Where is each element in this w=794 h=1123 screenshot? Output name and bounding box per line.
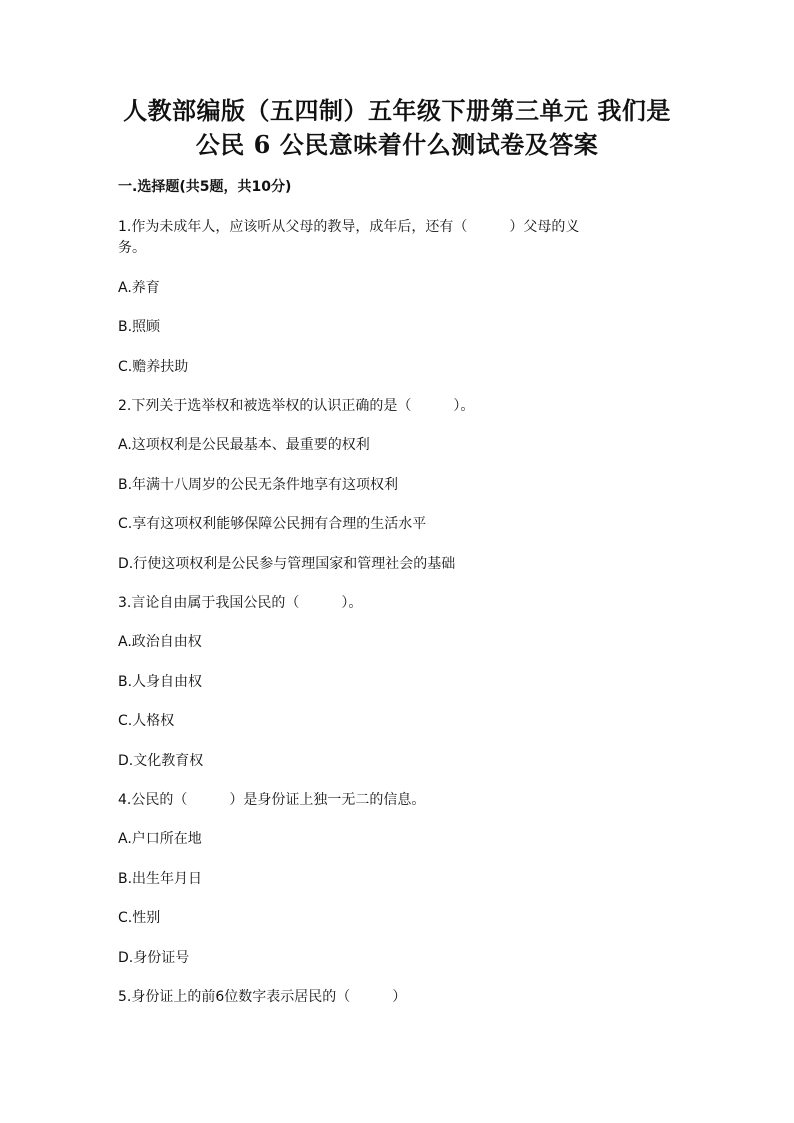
question-1-option-b: B.照顾 — [118, 319, 161, 335]
question-1-stem-continued: 务。 — [118, 240, 146, 256]
question-1-option-c: C.赡养扶助 — [118, 359, 189, 375]
question-2-stem: 2.下列关于选举权和被选举权的认识正确的是（ ）。 — [118, 398, 475, 414]
question-4-option-a: A.户口所在地 — [118, 831, 202, 847]
question-4-option-d: D.身份证号 — [118, 950, 190, 966]
question-2-option-a: A.这项权利是公民最基本、最重要的权利 — [118, 437, 370, 453]
question-1-stem: 1.作为未成年人，应该听从父母的教导，成年后，还有（ ）父母的义 — [118, 219, 580, 235]
question-2-option-c: C.享有这项权利能够保障公民拥有合理的生活水平 — [118, 516, 427, 532]
question-3-option-c: C.人格权 — [118, 713, 175, 729]
section-heading: 一.选择题(共5题，共10分) — [118, 179, 292, 195]
question-3-stem: 3.言论自由属于我国公民的（ ）。 — [118, 595, 363, 611]
document-title-line-2: 公民 6 公民意味着什么测试卷及答案 — [195, 130, 599, 159]
question-2-option-b: B.年满十八周岁的公民无条件地享有这项权利 — [118, 477, 399, 493]
question-4-option-c: C.性别 — [118, 910, 161, 926]
question-1-option-a: A.养育 — [118, 280, 160, 296]
question-3-option-d: D.文化教育权 — [118, 753, 204, 769]
question-4-stem: 4.公民的（ ）是身份证上独一无二的信息。 — [118, 792, 426, 808]
question-3-option-a: A.政治自由权 — [118, 634, 202, 650]
question-4-option-b: B.出生年月日 — [118, 871, 203, 887]
document-title-line-1: 人教部编版（五四制）五年级下册第三单元 我们是 — [123, 96, 671, 125]
question-2-option-d: D.行使这项权利是公民参与管理国家和管理社会的基础 — [118, 556, 456, 572]
question-3-option-b: B.人身自由权 — [118, 674, 203, 690]
question-5-stem: 5.身份证上的前6位数字表示居民的（ ） — [118, 989, 407, 1005]
